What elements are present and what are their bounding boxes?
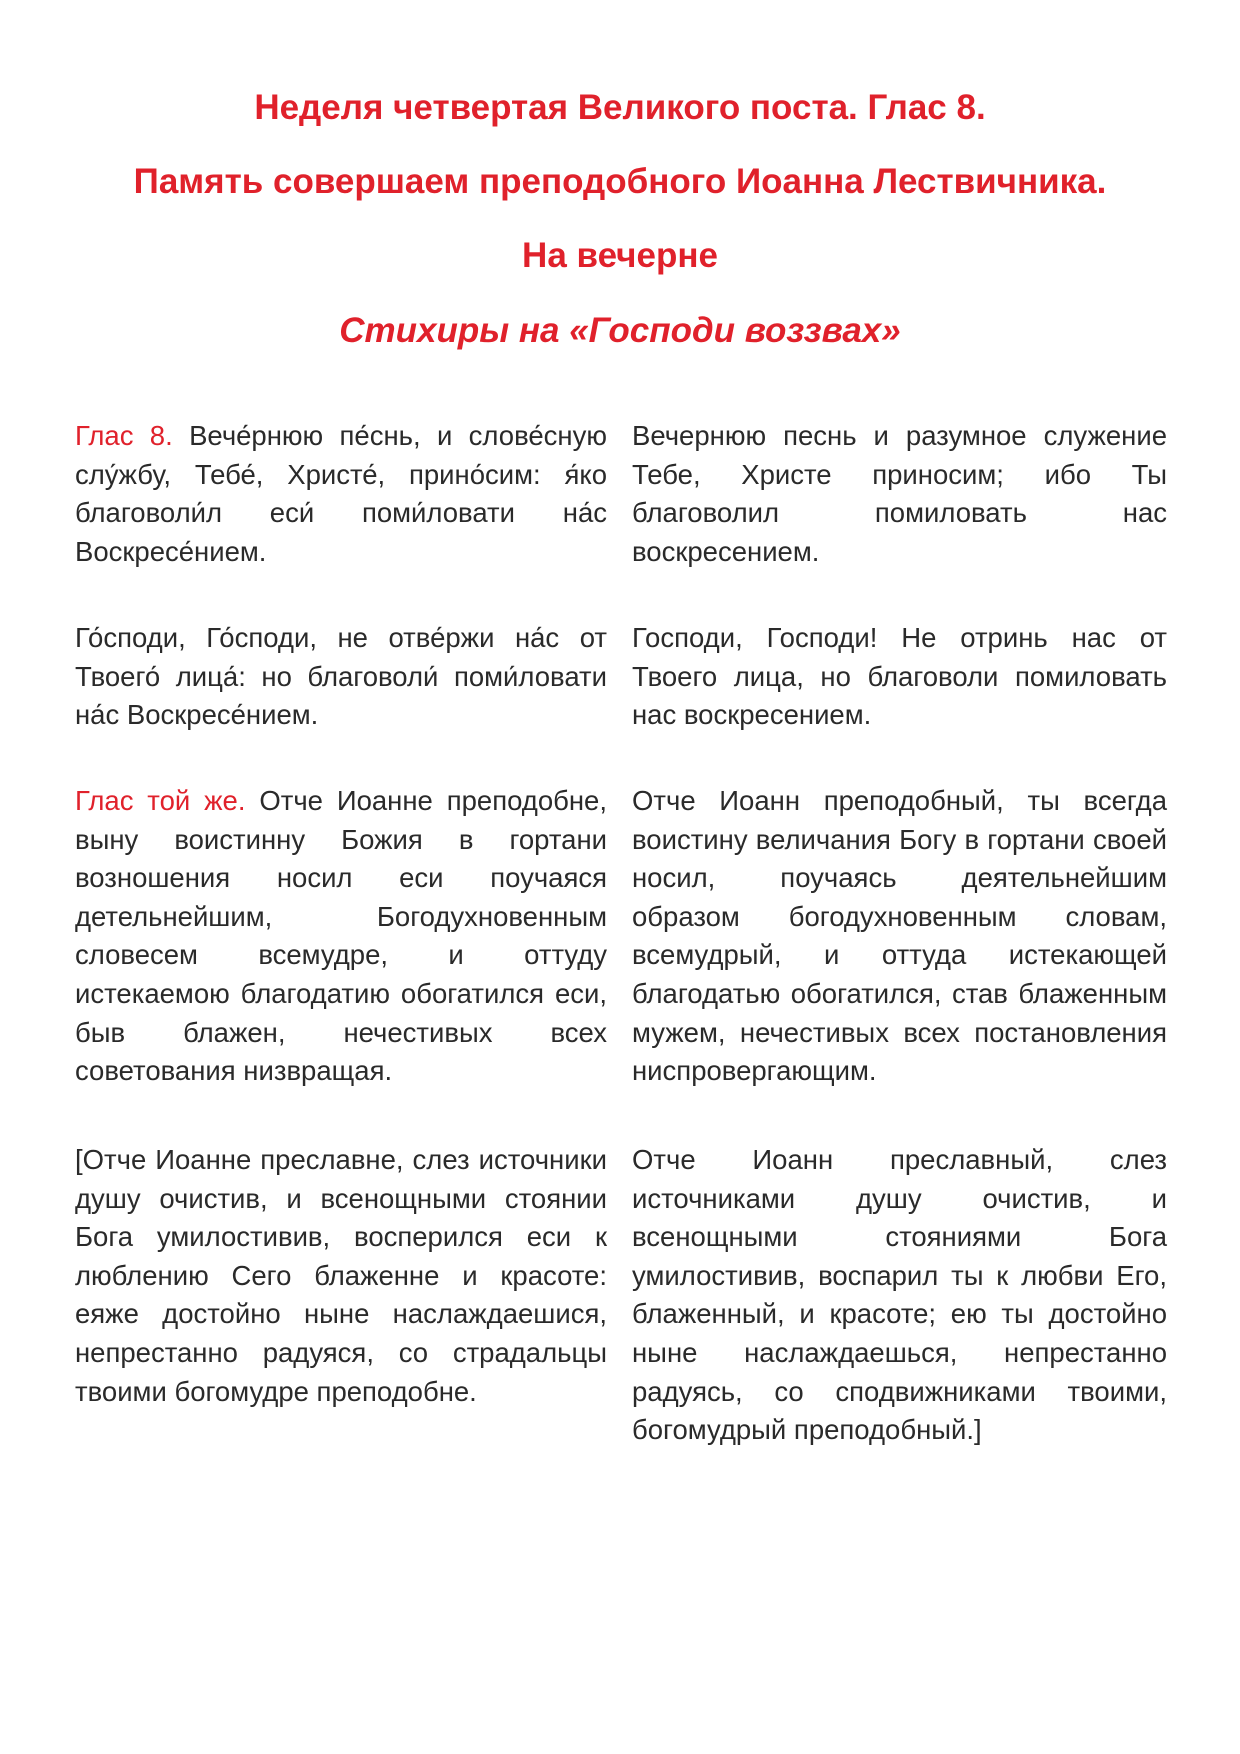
stanza-text: Вече́рнюю пе́снь, и слове́сную слу́жбу, Тебе́, Христе́, прино́сим: я́ко благоволи́л еси́ поми́ловати на́с Воскресе́нием. [75,420,607,567]
stanza-row [75,619,1167,735]
church-slavonic-text [75,782,607,1091]
stanza-text: Го́споди, Го́споди, не отве́ржи на́с от Твоего́ лица́: но благоволи́ поми́ловати на́с Воскресе́нием. [75,622,607,731]
page-title: Неделя четвертая Великого поста. Глас 8. [254,88,986,127]
service-heading: На вечерне [522,236,718,275]
russian-translation [632,417,1167,571]
translation-text: Отче Иоанн преславный, слез источниками душу очистив, и всенощными стояниями Бога умилостивив, воспарил ты к любви Его, блаженный, и красоте; ею ты достойно ныне наслаждаешься, непрестанно радуясь, со сподвижниками твоими, богомудрый преподобный.] [632,1144,1167,1446]
translation-text: Отче Иоанн преподобный, ты всегда воистину величания Богу в гортани своей носил, поучаясь деятельнейшим образом богодухновенным словам, всемудрый, и оттуда истекающей благодатью обогатился, став блаженным мужем, нечестивых всех постановления ниспровергающим. [632,785,1167,1087]
stanza-row [75,1141,1167,1450]
translation-text: Господи, Господи! Не отринь нас от Твоего лица, но благоволи помиловать нас воскресением. [632,622,1167,731]
translation-text: Вечернюю песнь и разумное служение Тебе, Христе приносим; ибо Ты благоволил помиловать нас воскресением. [632,420,1167,567]
church-slavonic-text [75,619,607,735]
russian-translation [632,619,1167,735]
tone-label: Глас 8. [75,420,173,451]
section-heading: Стихиры на «Господи воззвах» [339,311,901,350]
russian-translation [632,1141,1167,1450]
stanza-text: [Отче Иоанне преславне, слез источники душу очистив, и всенощными стоянии Бога умилостивив, восперился еси к люблению Сего блаженне и красоте: еяже достойно ныне наслаждаешися, непрестанно радуяся, со страдальцы твоими богомудре преподобне. [75,1144,607,1407]
commemoration-heading: Память совершаем преподобного Иоанна Лествичника. [133,162,1107,201]
stanza-row [75,417,1167,571]
church-slavonic-text [75,417,607,571]
russian-translation [632,782,1167,1091]
stanza-text: Отче Иоанне преподобне, выну воистинну Божия в гортани возношения носил еси поучаяся детельнейшим, Богодухновенным словесем всемудре, и оттуду истекаемою благодатию обогатился еси, быв блажен, нечестивых всех советования низвращая. [75,785,607,1087]
tone-label: Глас той же. [75,785,246,816]
church-slavonic-text [75,1141,607,1450]
stanza-row [75,782,1167,1091]
